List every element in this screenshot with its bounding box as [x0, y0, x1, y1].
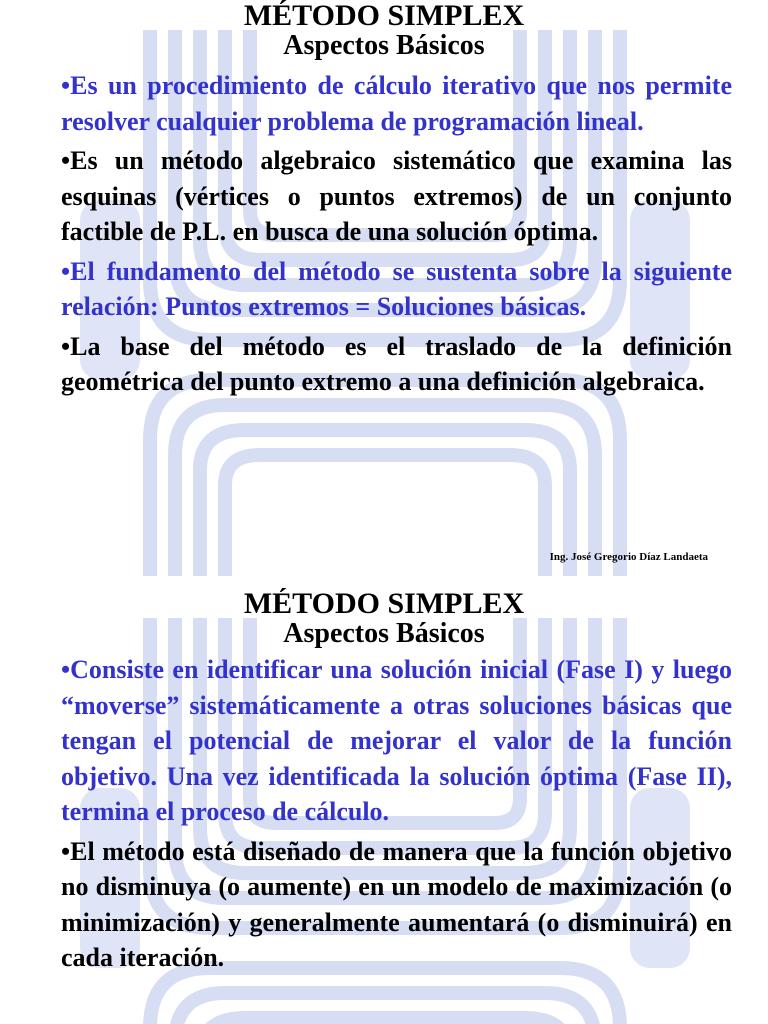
- slide-subtitle: Aspectos Básicos: [283, 30, 485, 61]
- slide-title: MÉTODO SIMPLEX: [243, 0, 525, 32]
- bullet-dot: •: [61, 256, 71, 286]
- slide-title: MÉTODO SIMPLEX: [243, 588, 525, 620]
- bullet-text: Es un procedimiento de cálculo iterativo que nos permite resolver cualquier problema de programación lineal.: [61, 71, 732, 136]
- bullet-text: Es un método algebraico sistemático que examina las esquinas (vértices o puntos extremos) de un conjunto factible de P.L. en busca de una solución óptima.: [61, 146, 732, 246]
- slide-subtitle: Aspectos Básicos: [283, 618, 485, 649]
- bullet-item: [0, 254, 768, 325]
- slide-2: [0, 588, 768, 1024]
- bullet-item: [0, 68, 768, 139]
- bullet-dot: •: [61, 655, 71, 684]
- bullet-item: [0, 329, 768, 400]
- slide-2-content: [0, 588, 768, 976]
- author-credit: Ing. José Gregorio Díaz Landaeta: [549, 551, 708, 563]
- bullet-text: La base del método es el traslado de la definición geométrica del punto extremo a una definición algebraica.: [61, 331, 732, 396]
- bullet-item: [0, 834, 768, 976]
- bullet-dot: •: [61, 146, 71, 175]
- bullet-item: [0, 652, 768, 830]
- bullet-text: Consiste en identificar una solución inicial (Fase I) y luego “moverse” sistemáticamente a otras soluciones básicas que tengan el potencial de mejorar el valor de la función objetivo. Una vez identificada la solución óptima (Fase II), termina el proceso de cálculo.: [61, 655, 732, 826]
- bullet-text: El fundamento del método se sustenta sobre la siguiente relación: Puntos extremos = Soluciones básicas.: [61, 256, 732, 321]
- bullet-dot: •: [61, 71, 71, 100]
- bullet-item: [0, 143, 768, 250]
- slide-1-content: [0, 0, 768, 400]
- bullet-dot: •: [61, 836, 71, 866]
- bullet-dot: •: [61, 331, 71, 361]
- bullet-text: El método está diseñado de manera que la función objetivo no disminuya (o aumente) en un modelo de maximización (o minimización) y generalmente aumentará (o disminuirá) en cada iteración.: [61, 836, 732, 972]
